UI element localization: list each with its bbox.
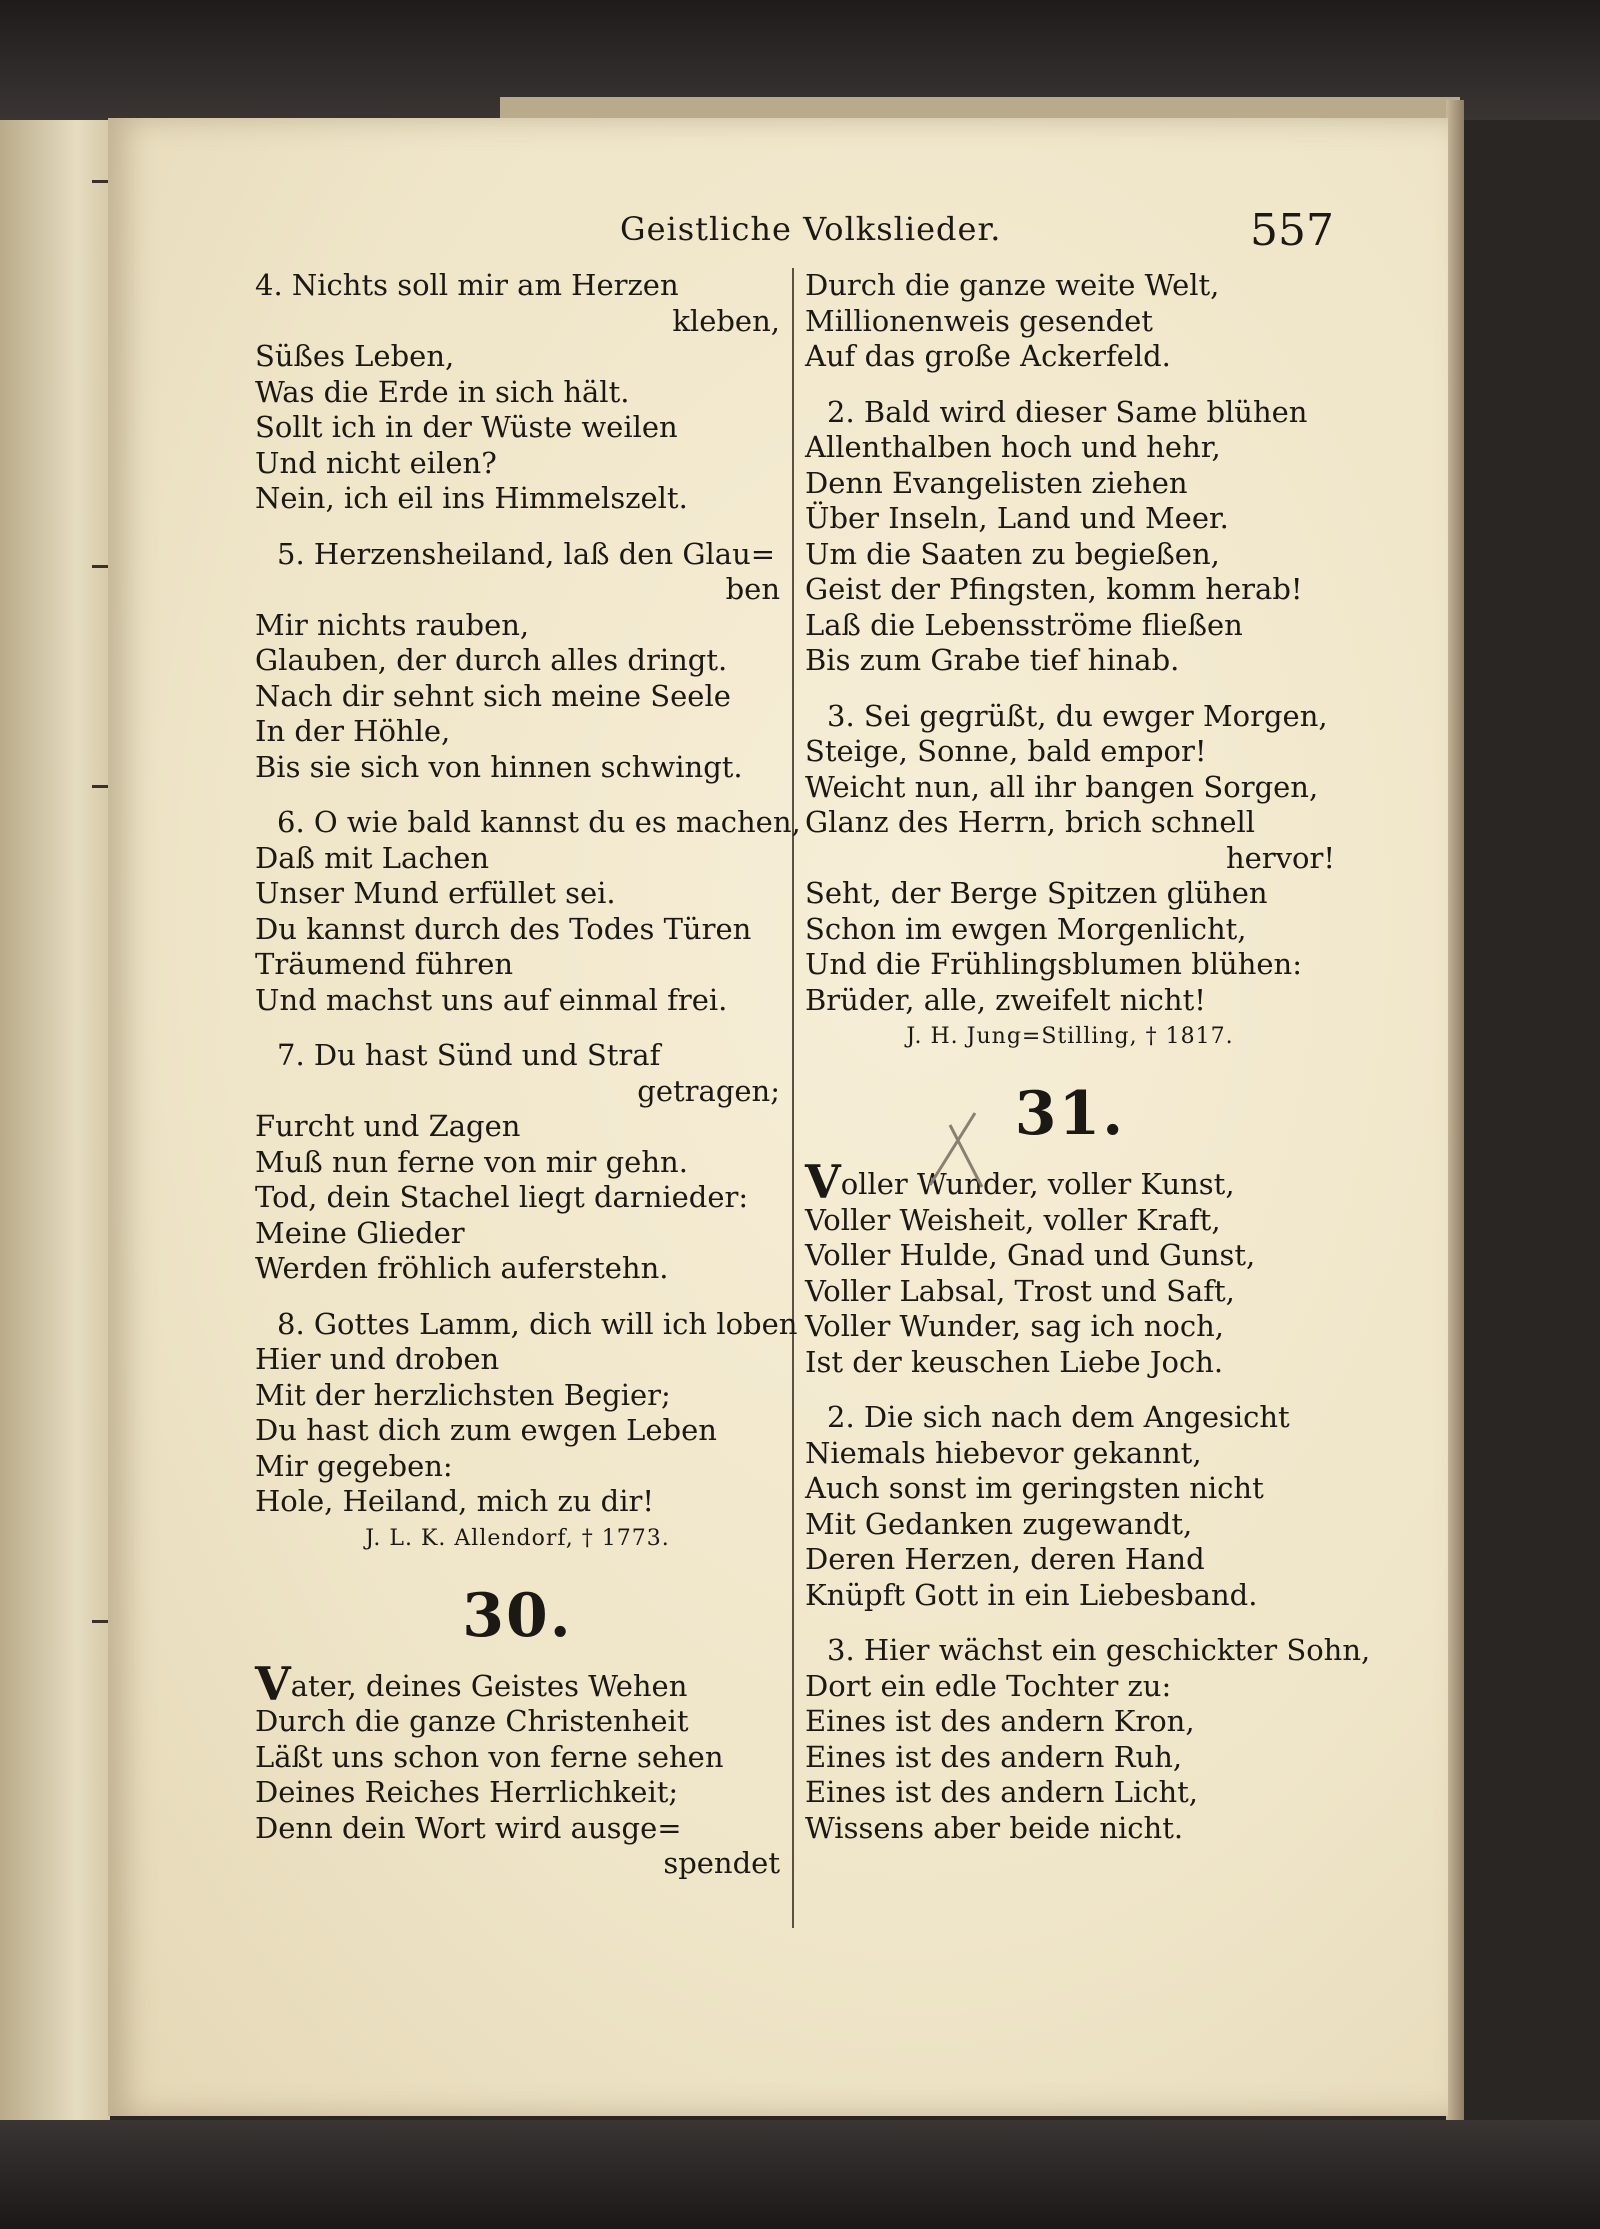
drop-cap: V	[255, 1656, 291, 1711]
verse-line: Durch die ganze Christenheit	[255, 1704, 689, 1738]
verse-line: 7. Du hast Sünd und Straf	[277, 1038, 661, 1072]
running-head: Geistliche Volkslieder.	[620, 210, 1002, 248]
pencil-mark-icon	[920, 1105, 1000, 1195]
stanza-5	[255, 537, 780, 786]
verse-line: 2. Die sich nach dem Angesicht	[827, 1400, 1290, 1434]
verse-line: Träumend führen	[255, 947, 514, 981]
verse-line: Steige, Sonne, bald empor!	[805, 734, 1207, 768]
verse-line: getragen;	[637, 1073, 780, 1108]
stanza-4	[255, 268, 780, 517]
verse-line: Eines ist des andern Ruh,	[805, 1739, 1183, 1774]
hymn-number: 30.	[462, 1580, 573, 1651]
verse-line: Durch die ganze weite Welt,	[805, 268, 1220, 302]
drop-cap: V	[805, 1155, 841, 1209]
left-column	[255, 268, 801, 1902]
verse-line: Und machst uns auf einmal frei.	[255, 982, 728, 1017]
right-column	[805, 268, 1371, 1866]
verse-line: Wissens aber beide nicht.	[805, 1810, 1184, 1845]
verse-line: In der Höhle,	[255, 714, 451, 748]
verse-line: Was die Erde in sich hält.	[255, 374, 630, 409]
verse-line: Über Inseln, Land und Meer.	[805, 501, 1229, 535]
verse-line: Voller Hulde, Gnad und Gunst,	[805, 1238, 1256, 1272]
verse-line: Glanz des Herrn, brich schnell	[805, 805, 1256, 839]
verse-line: Sollt ich in der Wüste weilen	[255, 410, 678, 444]
verse-line: Niemals hiebevor gekannt,	[805, 1435, 1202, 1470]
hymn-30-stanza-2	[805, 395, 1335, 679]
verse-line: Geist der Pfingsten, komm herab!	[805, 572, 1303, 606]
verse-line: oller Wunder, voller Kunst,	[840, 1167, 1235, 1201]
verse-line: Hole, Heiland, mich zu dir!	[255, 1484, 655, 1518]
verse-line: Ist der keuschen Liebe Joch.	[805, 1344, 1224, 1379]
verse-line: Auf das große Ackerfeld.	[805, 339, 1171, 373]
hymn-30-stanza-3	[805, 699, 1335, 1019]
verse-line: 3. Sei gegrüßt, du ewger Morgen,	[827, 698, 1328, 733]
verse-line: Meine Glieder	[255, 1215, 465, 1250]
verse-line: Nein, ich eil ins Himmelszelt.	[255, 481, 688, 515]
verse-line: Glauben, der durch alles dringt.	[255, 643, 728, 677]
verse-line: Denn dein Wort wird ausge=	[255, 1810, 682, 1845]
hymn-30-stanza-1-cont	[805, 268, 1335, 375]
hymn-30-stanza-1	[255, 1656, 780, 1882]
verse-line: Weicht nun, all ihr bangen Sorgen,	[805, 769, 1319, 804]
verse-line: Seht, der Berge Spitzen glühen	[805, 876, 1268, 910]
author-attribution: J. L. K. Allendorf, † 1773.	[365, 1525, 670, 1551]
stanza-6	[255, 805, 801, 1018]
previous-page-edge	[0, 120, 110, 2120]
verse-line: Hier und droben	[255, 1342, 500, 1376]
verse-line: Auch sonst im geringsten nicht	[805, 1471, 1264, 1505]
stanza-7	[255, 1038, 780, 1287]
verse-line: Läßt uns schon von ferne sehen	[255, 1739, 724, 1774]
verse-line: Unser Mund erfüllet sei.	[255, 876, 616, 910]
verse-line: Millionenweis gesendet	[805, 303, 1153, 338]
verse-line: 8. Gottes Lamm, dich will ich loben	[277, 1306, 798, 1341]
verse-line: Werden fröhlich auferstehn.	[255, 1251, 669, 1285]
verse-line: Laß die Lebensströme fließen	[805, 607, 1243, 642]
verse-line: Voller Labsal, Trost und Saft,	[805, 1273, 1235, 1308]
verse-line: Nach dir sehnt sich meine Seele	[255, 678, 731, 713]
verse-line: Mit der herzlichsten Begier;	[255, 1377, 671, 1412]
verse-line: Um die Saaten zu begießen,	[805, 536, 1220, 571]
verse-line: Mir gegeben:	[255, 1448, 453, 1483]
verse-line: spendet	[663, 1846, 780, 1880]
verse-line: Dort ein edle Tochter zu:	[805, 1668, 1172, 1703]
hymn-number: 31.	[1014, 1079, 1126, 1149]
verse-line: Muß nun ferne von mir gehn.	[255, 1144, 688, 1179]
hymn-31-stanza-1	[805, 1155, 1335, 1380]
verse-line: Bis sie sich von hinnen schwingt.	[255, 749, 743, 784]
verse-line: hervor!	[1225, 840, 1335, 875]
verse-line: Schon im ewgen Morgenlicht,	[805, 911, 1247, 946]
book-frame-bottom	[0, 2120, 1600, 2229]
verse-line: Tod, dein Stachel liegt darnieder:	[255, 1180, 749, 1214]
verse-line: 4. Nichts soll mir am Herzen	[255, 268, 679, 302]
verse-line: Mit Gedanken zugewandt,	[805, 1506, 1193, 1541]
page-side-edge	[1446, 100, 1464, 2130]
verse-line: Bis zum Grabe tief hinab.	[805, 643, 1180, 677]
verse-line: kleben,	[672, 303, 780, 338]
verse-line: Denn Evangelisten ziehen	[805, 465, 1188, 500]
verse-line: Mir nichts rauben,	[255, 607, 530, 642]
verse-line: Süßes Leben,	[255, 339, 455, 373]
verse-line: Deren Herzen, deren Hand	[805, 1542, 1205, 1576]
verse-line: Du kannst durch des Todes Türen	[255, 911, 752, 946]
verse-line: Voller Weisheit, voller Kraft,	[805, 1202, 1221, 1237]
verse-line: 2. Bald wird dieser Same blühen	[827, 394, 1308, 429]
hymn-31-stanza-3	[805, 1633, 1371, 1846]
verse-line: Eines ist des andern Licht,	[805, 1775, 1199, 1809]
verse-line: 3. Hier wächst ein geschickter Sohn,	[827, 1633, 1371, 1667]
verse-line: ater, deines Geistes Wehen	[290, 1668, 688, 1703]
verse-line: Daß mit Lachen	[255, 840, 490, 875]
author-attribution: J. H. Jung=Stilling, † 1817.	[906, 1024, 1234, 1049]
verse-line: ben	[725, 572, 780, 606]
verse-line: Allenthalben hoch und hehr,	[805, 430, 1221, 464]
verse-line: Und nicht eilen?	[255, 445, 497, 480]
verse-line: 5. Herzensheiland, laß den Glau=	[277, 536, 776, 571]
verse-line: Du hast dich zum ewgen Leben	[255, 1413, 717, 1447]
verse-line: Brüder, alle, zweifelt nicht!	[805, 982, 1206, 1017]
page-top-edge	[500, 97, 1460, 119]
verse-line: Eines ist des andern Kron,	[805, 1704, 1195, 1738]
stanza-8	[255, 1306, 798, 1520]
verse-line: Voller Wunder, sag ich noch,	[805, 1309, 1224, 1343]
column-divider	[792, 268, 794, 1928]
verse-line: 6. O wie bald kannst du es machen,	[277, 805, 801, 839]
verse-line: Knüpft Gott in ein Liebesband.	[805, 1577, 1258, 1612]
verse-line: Deines Reiches Herrlichkeit;	[255, 1775, 679, 1809]
verse-line: Und die Frühlingsblumen blühen:	[805, 947, 1303, 981]
hymn-31-stanza-2	[805, 1400, 1335, 1613]
verse-line: Furcht und Zagen	[255, 1109, 521, 1143]
page-number: 557	[1250, 205, 1334, 256]
